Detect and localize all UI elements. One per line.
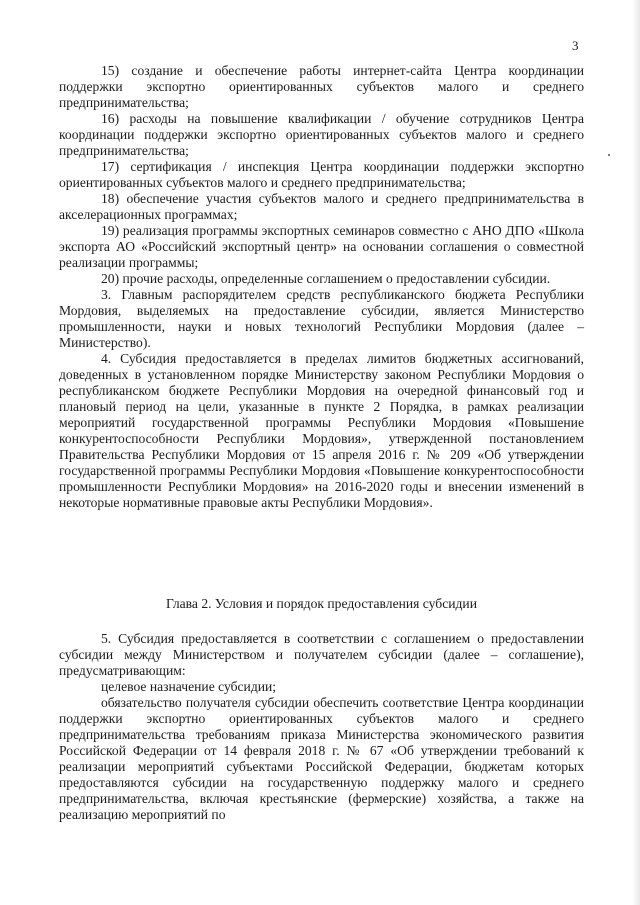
scan-edge-shadow bbox=[632, 0, 640, 905]
scan-speck bbox=[608, 154, 610, 156]
paragraph-clause-5: 5. Субсидия предоставляется в соответствии с соглашением о предоставлении субсидии между Министерством и получателем субсидии (далее – соглашение), предусматривающим: bbox=[59, 631, 584, 678]
paragraph-item-18: 18) обеспечение участия субъектов малого и среднего предпринимательства в акселерационных программах; bbox=[59, 191, 584, 222]
paragraph-clause-4: 4. Субсидия предоставляется в пределах лимитов бюджетных ассигнований, доведенных в установленном порядке Министерству законом Республики Мордовия о республиканском бюджете Республики Мордовия на очередной финансовый год и плановый период на цели, указанные в пункте 2 Порядка, в рамках реализации мероприятий государственной программы Республики Мордовия «Повышение конкурентоспособности Республики Мордовия», утвержденной постановлением Правительства Республики Мордовия от 15 апреля 2016 г. № 209 «Об утверждении государственной программы Республики Мордовия «Повышение конкурентоспособности промышленности Республики Мордовия» на 2016-2020 годы и внесении изменений в некоторые нормативные правовые акты Республики Мордовия». bbox=[59, 351, 584, 510]
page-number: 3 bbox=[572, 38, 579, 53]
paragraph-item-15: 15) создание и обеспечение работы интернет-сайта Центра координации поддержки экспортно ориентированных субъектов малого и среднего предпринимательства; bbox=[59, 63, 584, 110]
paragraph-item-17: 17) сертификация / инспекция Центра координации поддержки экспортно ориентированных субъектов малого и среднего предпринимательства; bbox=[59, 159, 584, 190]
document-body-part-1 bbox=[59, 63, 584, 511]
chapter-heading: Глава 2. Условия и порядок предоставления субсидии bbox=[166, 596, 477, 611]
paragraph-target-purpose: целевое назначение субсидии; bbox=[101, 679, 277, 694]
paragraph-clause-3: 3. Главным распорядителем средств республиканского бюджета Республики Мордовия, выделяемых на предоставление субсидии, является Министерство промышленности, науки и новых технологий Республики Мордовия (далее – Министерство). bbox=[59, 287, 584, 350]
paragraph-item-20: 20) прочие расходы, определенные соглашением о предоставлении субсидии. bbox=[101, 271, 551, 286]
paragraph-item-19: 19) реализация программы экспортных семинаров совместно с АНО ДПО «Школа экспорта АО «Российский экспортный центр» на основании соглашения о совместной реализации программы; bbox=[59, 223, 584, 270]
paragraph-item-16: 16) расходы на повышение квалификации / обучение сотрудников Центра координации поддержки экспортно ориентированных субъектов малого и среднего предпринимательства; bbox=[59, 111, 584, 158]
paragraph-obligation: обязательство получателя субсидии обеспечить соответствие Центра координации поддержки экспортно ориентированных субъектов малого и среднего предпринимательства требованиям приказа Министерства экономического развития Российской Федерации от 14 февраля 2018 г. № 67 «Об утверждении требований к реализации мероприятий субъектами Российской Федерации, бюджетам которых предоставляются субсидии на государственную поддержку малого и среднего предпринимательства, включая крестьянские (фермерские) хозяйства, а также на реализацию мероприятий по bbox=[59, 695, 584, 822]
document-body-part-2 bbox=[59, 631, 584, 823]
